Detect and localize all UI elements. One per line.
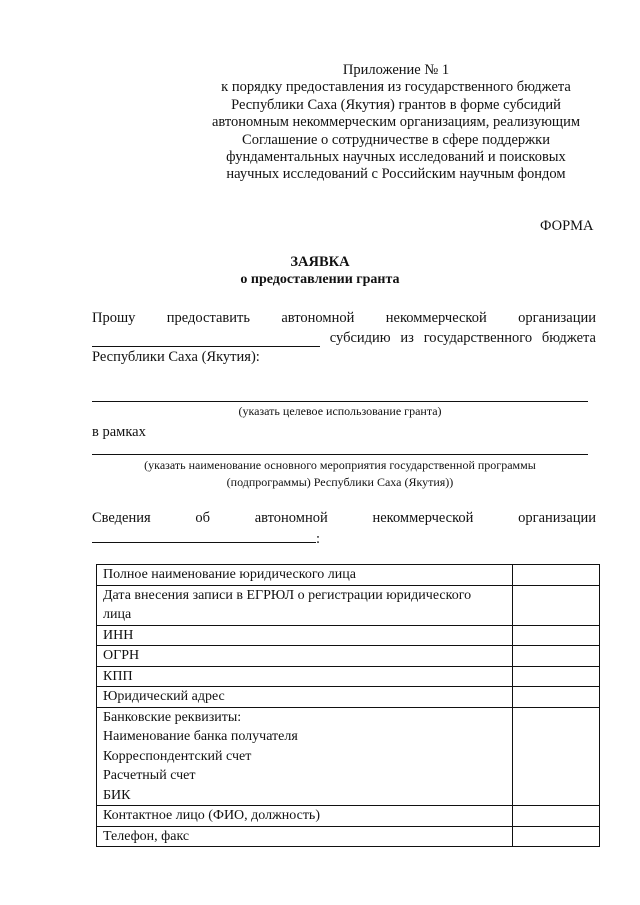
table-row [97, 806, 600, 827]
field-label-text: Корреспондентский счет [103, 748, 252, 764]
form-label: ФОРМА [540, 218, 594, 234]
field-label-text: Расчетный счет [103, 768, 196, 783]
field-label [97, 646, 513, 667]
field-value-cell[interactable] [513, 565, 600, 586]
table-row [97, 625, 600, 646]
field-label-text: БИК [103, 787, 131, 803]
request-word: автономной [281, 310, 355, 326]
program-caption-line: (указать наименование основного мероприятия государственной программы [144, 458, 536, 472]
field-label [97, 666, 513, 687]
info-intro-line [92, 510, 596, 527]
grant-purpose-blank[interactable] [92, 401, 588, 402]
organization-name-blank[interactable] [92, 333, 320, 347]
request-word: предоставить [166, 310, 250, 326]
info-intro-word: Сведения [92, 510, 151, 526]
document-title: ЗАЯВКА [290, 254, 350, 270]
appendix-line: Соглашение о сотрудничестве в сфере поддержки [242, 131, 550, 148]
appendix-line: автономным некоммерческим организациям, реализующим [211, 114, 581, 131]
field-value-cell[interactable] [513, 666, 600, 687]
table-row [97, 565, 600, 586]
field-label-text: Телефон, факс [103, 828, 190, 844]
field-label-text: ИНН [103, 627, 134, 643]
field-label [97, 707, 513, 806]
appendix-line: фундаментальных научных исследований и поисковых [226, 149, 566, 166]
table-row [97, 666, 600, 687]
field-value-cell[interactable] [513, 806, 600, 827]
field-label-text: Дата внесения записи в ЕГРЮЛ о регистрации юридического [103, 587, 472, 603]
field-label [97, 625, 513, 646]
within-label: в рамках [92, 424, 146, 440]
field-label-text: КПП [103, 668, 133, 684]
field-label-text: Полное наименование юридического лица [103, 567, 356, 582]
appendix-header [196, 62, 596, 184]
request-word: бюджета [541, 330, 596, 346]
field-label-text: Наименование банка получателя [103, 729, 298, 744]
field-label [97, 826, 513, 847]
field-label-text: ОГРН [103, 648, 140, 663]
organization-info-table [96, 564, 600, 847]
field-label [97, 806, 513, 827]
document-subtitle: о предоставлении гранта [240, 272, 400, 287]
program-caption [92, 457, 588, 491]
request-word: из [400, 330, 414, 346]
table-row [97, 585, 600, 625]
request-line-3: Республики Саха (Якутия): [92, 349, 260, 365]
info-intro-word: некоммерческой [372, 510, 474, 526]
request-word: некоммерческой [385, 310, 487, 326]
program-name-blank[interactable] [92, 454, 588, 455]
table-row [97, 826, 600, 847]
field-label-text: лица [103, 607, 132, 622]
field-label-text: Контактное лицо (ФИО, должность) [103, 808, 320, 823]
appendix-line: Приложение № 1 [342, 62, 450, 78]
appendix-line: научных исследований с Российским научным фондом [226, 166, 566, 183]
field-value-cell[interactable] [513, 646, 600, 667]
field-value-cell[interactable] [513, 625, 600, 646]
grant-purpose-caption: (указать целевое использование гранта) [238, 404, 442, 418]
organization-name-blank-2[interactable] [92, 529, 316, 543]
field-label [97, 565, 513, 586]
table-row [97, 707, 600, 806]
request-word: субсидию [329, 330, 391, 346]
field-value-cell[interactable] [513, 826, 600, 847]
request-line-2 [92, 330, 596, 347]
document-title-block [190, 253, 450, 289]
field-value-cell[interactable] [513, 707, 600, 806]
field-label-text: Банковские реквизиты: [103, 709, 242, 725]
field-value-cell[interactable] [513, 585, 600, 625]
info-intro-word: организации [518, 510, 596, 526]
appendix-line: к порядку предоставления из государственного бюджета [221, 79, 571, 96]
request-line-1 [92, 310, 596, 327]
request-word: организации [518, 310, 596, 326]
field-label [97, 687, 513, 708]
request-word: Прошу [92, 310, 136, 326]
info-intro-word: об [195, 510, 211, 526]
field-label [97, 585, 513, 625]
field-value-cell[interactable] [513, 687, 600, 708]
request-word: государственного [423, 330, 533, 346]
appendix-line: Республики Саха (Якутия) грантов в форме субсидий [231, 96, 561, 113]
program-caption-line: (подпрограммы) Республики Саха (Якутия)) [226, 475, 454, 489]
field-label-text: Юридический адрес [103, 689, 225, 704]
info-intro-suffix: : [316, 531, 321, 547]
table-row [97, 646, 600, 667]
info-intro-line-2 [92, 529, 320, 548]
table-row [97, 687, 600, 708]
info-intro-word: автономной [254, 510, 328, 526]
